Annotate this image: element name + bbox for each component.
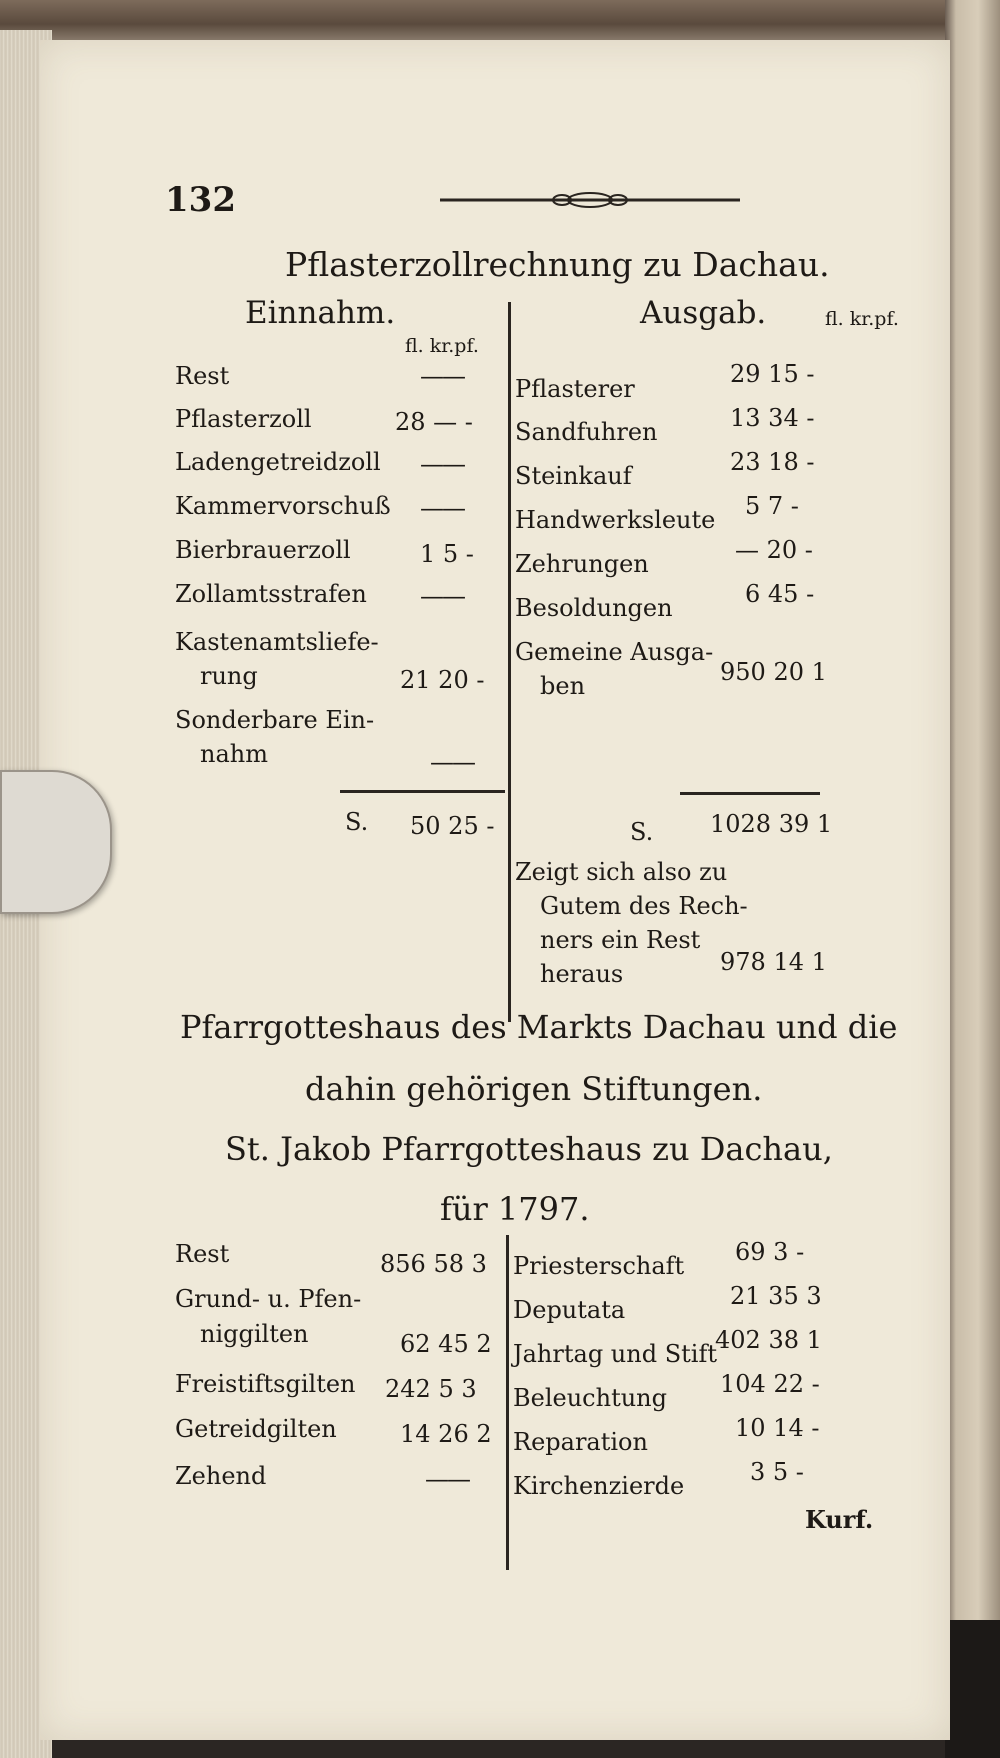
income-row-label: Kammervorschuß xyxy=(175,492,391,520)
remainder-line: Gutem des Rech- xyxy=(540,892,748,920)
column-divider xyxy=(508,302,511,1022)
section2-title-line1: Pfarrgotteshaus des Markts Dachau und die xyxy=(180,1008,898,1046)
expense-row-value: 23 18 - xyxy=(730,448,815,476)
income-row-value: —— xyxy=(420,450,464,478)
income-row-label: Getreidgilten xyxy=(175,1415,337,1443)
income-row-value: —— xyxy=(425,1465,469,1493)
book-page-edges-right xyxy=(945,0,1000,1758)
income-row-value: 62 45 2 xyxy=(400,1330,492,1358)
catchword: Kurf. xyxy=(805,1505,874,1534)
section2-subtitle-line2: für 1797. xyxy=(440,1190,590,1228)
remainder-line: heraus xyxy=(540,960,624,988)
income-row-label: Rest xyxy=(175,1240,230,1268)
expense-row-label: Besoldungen xyxy=(515,594,673,622)
expense-row-label: Handwerksleute xyxy=(515,506,716,534)
income-units: fl. kr.pf. xyxy=(405,335,479,357)
income-row-label: Freistiftsgilten xyxy=(175,1370,356,1398)
expense-row-label: Kirchenzierde xyxy=(513,1472,685,1500)
background-shadow xyxy=(945,1620,1000,1758)
expense-row-label: Priesterschaft xyxy=(513,1252,685,1280)
income-row-value: —— xyxy=(420,494,464,522)
section2-subtitle-line1: St. Jakob Pfarrgotteshaus zu Dachau, xyxy=(225,1130,833,1168)
income-row-value: —— xyxy=(420,362,464,390)
expense-row-label: Pflasterer xyxy=(515,375,635,403)
book-page xyxy=(40,40,950,1740)
income-row-label: Bierbrauerzoll xyxy=(175,536,351,564)
expense-row-value: 6 45 - xyxy=(745,580,815,608)
page-clip xyxy=(0,770,112,914)
income-row-value: —— xyxy=(420,582,464,610)
page-number: 132 xyxy=(165,180,236,220)
expense-row-label: Steinkauf xyxy=(515,462,632,490)
income-sum-value: 50 25 - xyxy=(410,812,495,840)
expense-row-label: Gemeine Ausga- xyxy=(515,638,714,666)
income-row-label-cont: nahm xyxy=(200,740,268,768)
income-row-value: 28 — - xyxy=(395,408,473,436)
expense-row-label: Jahrtag und Stift xyxy=(513,1340,717,1368)
expense-row-label: Reparation xyxy=(513,1428,648,1456)
income-row-label: Sonderbare Ein- xyxy=(175,706,375,734)
expense-row-value: 13 34 - xyxy=(730,404,815,432)
expense-row-label-cont: ben xyxy=(540,672,586,700)
expense-sum-value: 1028 39 1 xyxy=(710,810,833,838)
expense-row-value: 5 7 - xyxy=(745,492,799,520)
income-row-label: Rest xyxy=(175,362,230,390)
income-row-value: 1 5 - xyxy=(420,540,474,568)
expense-row-value: 950 20 1 xyxy=(720,658,827,686)
expense-row-label: Deputata xyxy=(513,1296,626,1324)
expense-row-value: — 20 - xyxy=(735,536,813,564)
income-row-value: 856 58 3 xyxy=(380,1250,487,1278)
expense-row-value: 29 15 - xyxy=(730,360,815,388)
expense-row-value: 3 5 - xyxy=(750,1458,804,1486)
expense-row-value: 104 22 - xyxy=(720,1370,820,1398)
expense-row-value: 21 35 3 xyxy=(730,1282,822,1310)
column-divider-2 xyxy=(506,1235,509,1570)
income-row-label: Kastenamtsliefe- xyxy=(175,628,379,656)
income-row-label: Pflasterzoll xyxy=(175,405,312,433)
income-row-value: 21 20 - xyxy=(400,666,485,694)
expense-header: Ausgab. xyxy=(640,295,767,331)
income-row-label-cont: rung xyxy=(200,662,258,690)
expense-row-label: Zehrungen xyxy=(515,550,649,578)
income-sum-rule xyxy=(340,790,505,793)
income-row-value: 14 26 2 xyxy=(400,1420,492,1448)
expense-units: fl. kr.pf. xyxy=(825,308,899,330)
expense-row-label: Sandfuhren xyxy=(515,418,658,446)
expense-sum-rule xyxy=(680,792,820,795)
income-row-label: Ladengetreidzoll xyxy=(175,448,381,476)
section1-title: Pflasterzollrechnung zu Dachau. xyxy=(285,245,830,284)
remainder-value: 978 14 1 xyxy=(720,948,827,976)
income-row-label: Zehend xyxy=(175,1462,267,1490)
expense-sum-label: S. xyxy=(630,818,654,846)
income-sum-label: S. xyxy=(345,808,369,836)
income-header: Einnahm. xyxy=(245,295,396,331)
remainder-line: Zeigt sich also zu xyxy=(515,858,728,886)
income-row-value: 242 5 3 xyxy=(385,1375,477,1403)
expense-row-value: 402 38 1 xyxy=(715,1326,822,1354)
expense-row-value: 10 14 - xyxy=(735,1414,820,1442)
income-row-value: —— xyxy=(430,748,474,776)
income-row-label: Grund- u. Pfen- xyxy=(175,1285,362,1313)
income-row-label: Zollamtsstrafen xyxy=(175,580,367,608)
remainder-line: ners ein Rest xyxy=(540,926,701,954)
expense-row-value: 69 3 - xyxy=(735,1238,805,1266)
income-row-label-cont: niggilten xyxy=(200,1320,309,1348)
expense-row-label: Beleuchtung xyxy=(513,1384,667,1412)
section2-title-line2: dahin gehörigen Stiftungen. xyxy=(305,1070,763,1108)
ornament-rule xyxy=(440,190,740,210)
